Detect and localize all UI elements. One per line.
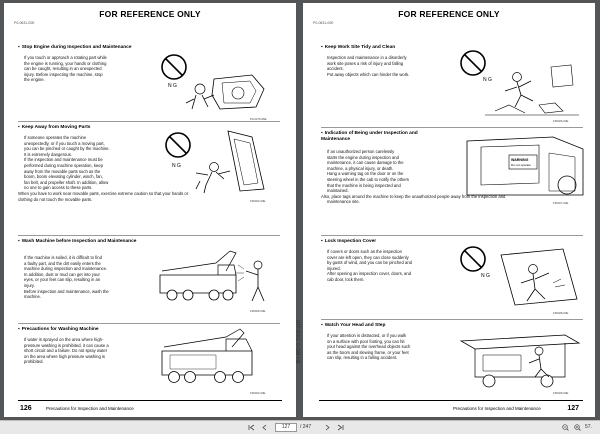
prev-page-button[interactable] <box>259 423 269 432</box>
svg-text:N G: N G <box>168 83 177 89</box>
page-number: 126 <box>20 405 32 412</box>
washing-precautions-illustration <box>156 325 278 391</box>
section-text: If the machine is soiled, it is difficult to find a faulty part, and the dirt easily enters the machine during inspection and maintenance. In addition, dust or mud can get into your eyes, or your feet can slip, resulting in an injury. Before inspection and maintenance, wash the machine. <box>24 255 109 300</box>
section-divider <box>18 323 280 324</box>
first-page-button[interactable] <box>246 423 256 432</box>
section-text: If an unauthorized person carelessly starts the engine during inspection and maintenance, it can cause damage to the machine, a physical injury, or death. Hang a warning tag on the door or on the steering wheel in the cab to notify the others that the machine is being inspected and maintained. Also, place tags around the machine to keep the unauthorized people away from the inspection and maintenance site. <box>321 149 506 205</box>
right-page: FOR REFERENCE ONLY P0-0631-00E ▪ Keep Work Site Tidy and Clean Inspection and maintenance in a disorderly work site poses a risk of injury and falling accident. Put away objects which can hinder the work. N G F96026-00E ▪ Indication of Being under Inspection and Maintenance If an unauthorized person carelessly starts the engine during inspection and maintenance, it can cause damage to the machine, a physical injury, or death. Hang a warning tag on the door or on the steering wheel in the cab to notify the others that the machine is being inspected and maintained. Also, place tags around the machine to keep the unauthorized people away from the inspection and maintenance site. WARNING Do not operate F96027-00E ▪ Lock Inspection Cover If covers or doors such as the inspection cover are left open, they can close suddenly by gusts of wind, and you can be pinched and injured. After opening an inspection cover, doors, and cab door, lock them. N G F96028-00E ▪ Watch Your Head and Step If your attention is distracted, or if you walk on a surface with poor footing, you can hit your head against the overhead objects such as the boom and slewing frame, or your feet can slip, resulting in a falling accident. F96029-00E Precautions for Inspection and Maintenance 127 <box>303 3 595 417</box>
section-text: Inspection and maintenance in a disorderly work site poses a risk of injury and falling accident. Put away objects which can hinder the work. <box>327 55 410 77</box>
zoom-in-button[interactable] <box>572 423 582 432</box>
zoom-out-icon <box>562 424 569 431</box>
prev-page-icon <box>261 424 268 431</box>
section-divider <box>321 319 583 320</box>
page-header: FOR REFERENCE ONLY <box>398 9 500 19</box>
side-doc-code: ATF400G-6-OM-HE <box>294 320 300 365</box>
doc-code: P0-0631-00E <box>313 21 334 25</box>
tidy-worksite-illustration <box>455 45 585 119</box>
moving-parts-illustration <box>156 127 278 197</box>
section-text: If covers or doors such as the inspection cover are left open, they can close suddenly by gusts of wind, and you can be pinched and injured. After opening an inspection cover, doors, and cab door, lock them. <box>327 249 412 282</box>
section-divider <box>321 127 583 128</box>
last-page-button[interactable] <box>335 423 345 432</box>
section-divider <box>18 121 280 122</box>
left-page: FOR REFERENCE ONLY P0-0631-00E ▪ Stop Engine during Inspection and Maintenance If you touch or approach a rotating part while the engine is running, your hands or clothing can be caught, resulting in an unexpected injury. Before inspecting the machine, stop the engine. N G P0-0370-08E ▪ Keep Away from Moving Parts If someone operates the machine unexpectedly, or if you touch a moving part, you can be pinched or caught by the machine. It is extremely dangerous. If the inspection and maintenance must be performed during machine operation, keep away from the movable parts such as the boom, boom elevating cylinder, winch, fan, fan belt, and propeller shaft. In addition, allow no one to gain access to these parts. When you have to work near movable parts, exercise extreme caution so that your hands or clothing do not touch the movable parts. N G F96024-00E ▪ Wash Machine before Inspection and Maintenance If the machine is soiled, it is difficult to find a faulty part, and the dirt easily enters the machine during inspection and maintenance. In addition, dust or mud can get into your eyes, or your feet can slip, resulting in an injury. Before inspection and maintenance, wash the machine. F96026-00E ▪ Precautions for Washing Machine If water is sprayed on the area where high- pressure washing is prohibited, it can cause a short circuit and a failure. Do not spray water on the area where high pressure washing is prohibited. F96024-00E 126 Precautions for Inspection and Maintenance <box>4 3 296 417</box>
next-page-button[interactable] <box>322 423 332 432</box>
section-divider <box>18 235 280 236</box>
section-title: ▪ Precautions for Washing Machine <box>18 327 99 333</box>
page-number-input[interactable]: 127 <box>275 423 297 432</box>
footer-title: Precautions for Inspection and Maintenance <box>453 406 541 411</box>
wash-machine-illustration <box>156 241 278 307</box>
zoom-in-icon <box>574 424 581 431</box>
last-page-icon <box>337 424 344 431</box>
section-text: If you touch or approach a rotating part while the engine is running, your hands or clothing can be caught, resulting in an unexpected injury. Before inspecting the machine, stop the engine. <box>24 55 107 83</box>
section-title: ▪ Stop Engine during Inspection and Maintenance <box>18 45 132 51</box>
watch-head-step-illustration <box>455 321 585 391</box>
page-header: FOR REFERENCE ONLY <box>99 9 201 19</box>
svg-text:N G: N G <box>481 273 490 279</box>
svg-text:WARNING: WARNING <box>511 158 529 162</box>
svg-text:N G: N G <box>172 163 181 169</box>
section-title: ▪ Watch Your Head and Step <box>321 323 385 329</box>
first-page-icon <box>248 424 255 431</box>
section-title: ▪ Lock Inspection Cover <box>321 239 376 245</box>
footer-title: Precautions for Inspection and Maintenance <box>46 406 134 411</box>
zoom-out-button[interactable] <box>560 423 570 432</box>
section-text: If your attention is distracted, or if you walk on a surface with poor footing, you can hit your head against the overhead objects such as the boom and slewing frame, or your feet can slip, resulting in a falling accident. <box>327 333 411 361</box>
section-title: ▪ Keep Away from Moving Parts <box>18 125 90 131</box>
next-page-icon <box>324 424 331 431</box>
section-text: If water is sprayed on the area where high- pressure washing is prohibited, it can cause a short circuit and a failure. Do not spray water on the area where high pressure washing is prohibited. <box>24 337 109 365</box>
svg-text:Do not operate: Do not operate <box>511 163 531 167</box>
section-title: ▪ Keep Work Site Tidy and Clean <box>321 45 395 51</box>
page-total: / 247 <box>300 424 312 430</box>
inspection-cover-illustration <box>455 239 585 309</box>
page-number: 127 <box>567 405 579 412</box>
section-text: If someone operates the machine unexpectedly, or if you touch a moving part, you can be pinched or caught by the machine. It is extremely dangerous. If the inspection and maintenance must be performed during machine operation, keep away from the movable parts such as the boom, boom elevating cylinder, winch, fan, fan belt, and propeller shaft. In addition, allow no one to gain access to these parts. When you have to work near movable parts, exercise extreme caution so that your hands or clothing do not touch the movable parts. <box>18 135 189 202</box>
section-title: ▪ Indication of Being under Inspection and Maintenance <box>321 131 441 143</box>
viewer-toolbar <box>0 420 600 434</box>
section-divider <box>321 235 583 236</box>
doc-code: P0-0631-00E <box>14 21 35 25</box>
svg-text:N G: N G <box>483 77 492 83</box>
zoom-level[interactable]: 57. <box>585 424 592 430</box>
stop-engine-illustration <box>156 49 278 117</box>
warning-tag-illustration <box>463 133 587 199</box>
section-title: ▪ Wash Machine before Inspection and Maintenance <box>18 239 138 245</box>
